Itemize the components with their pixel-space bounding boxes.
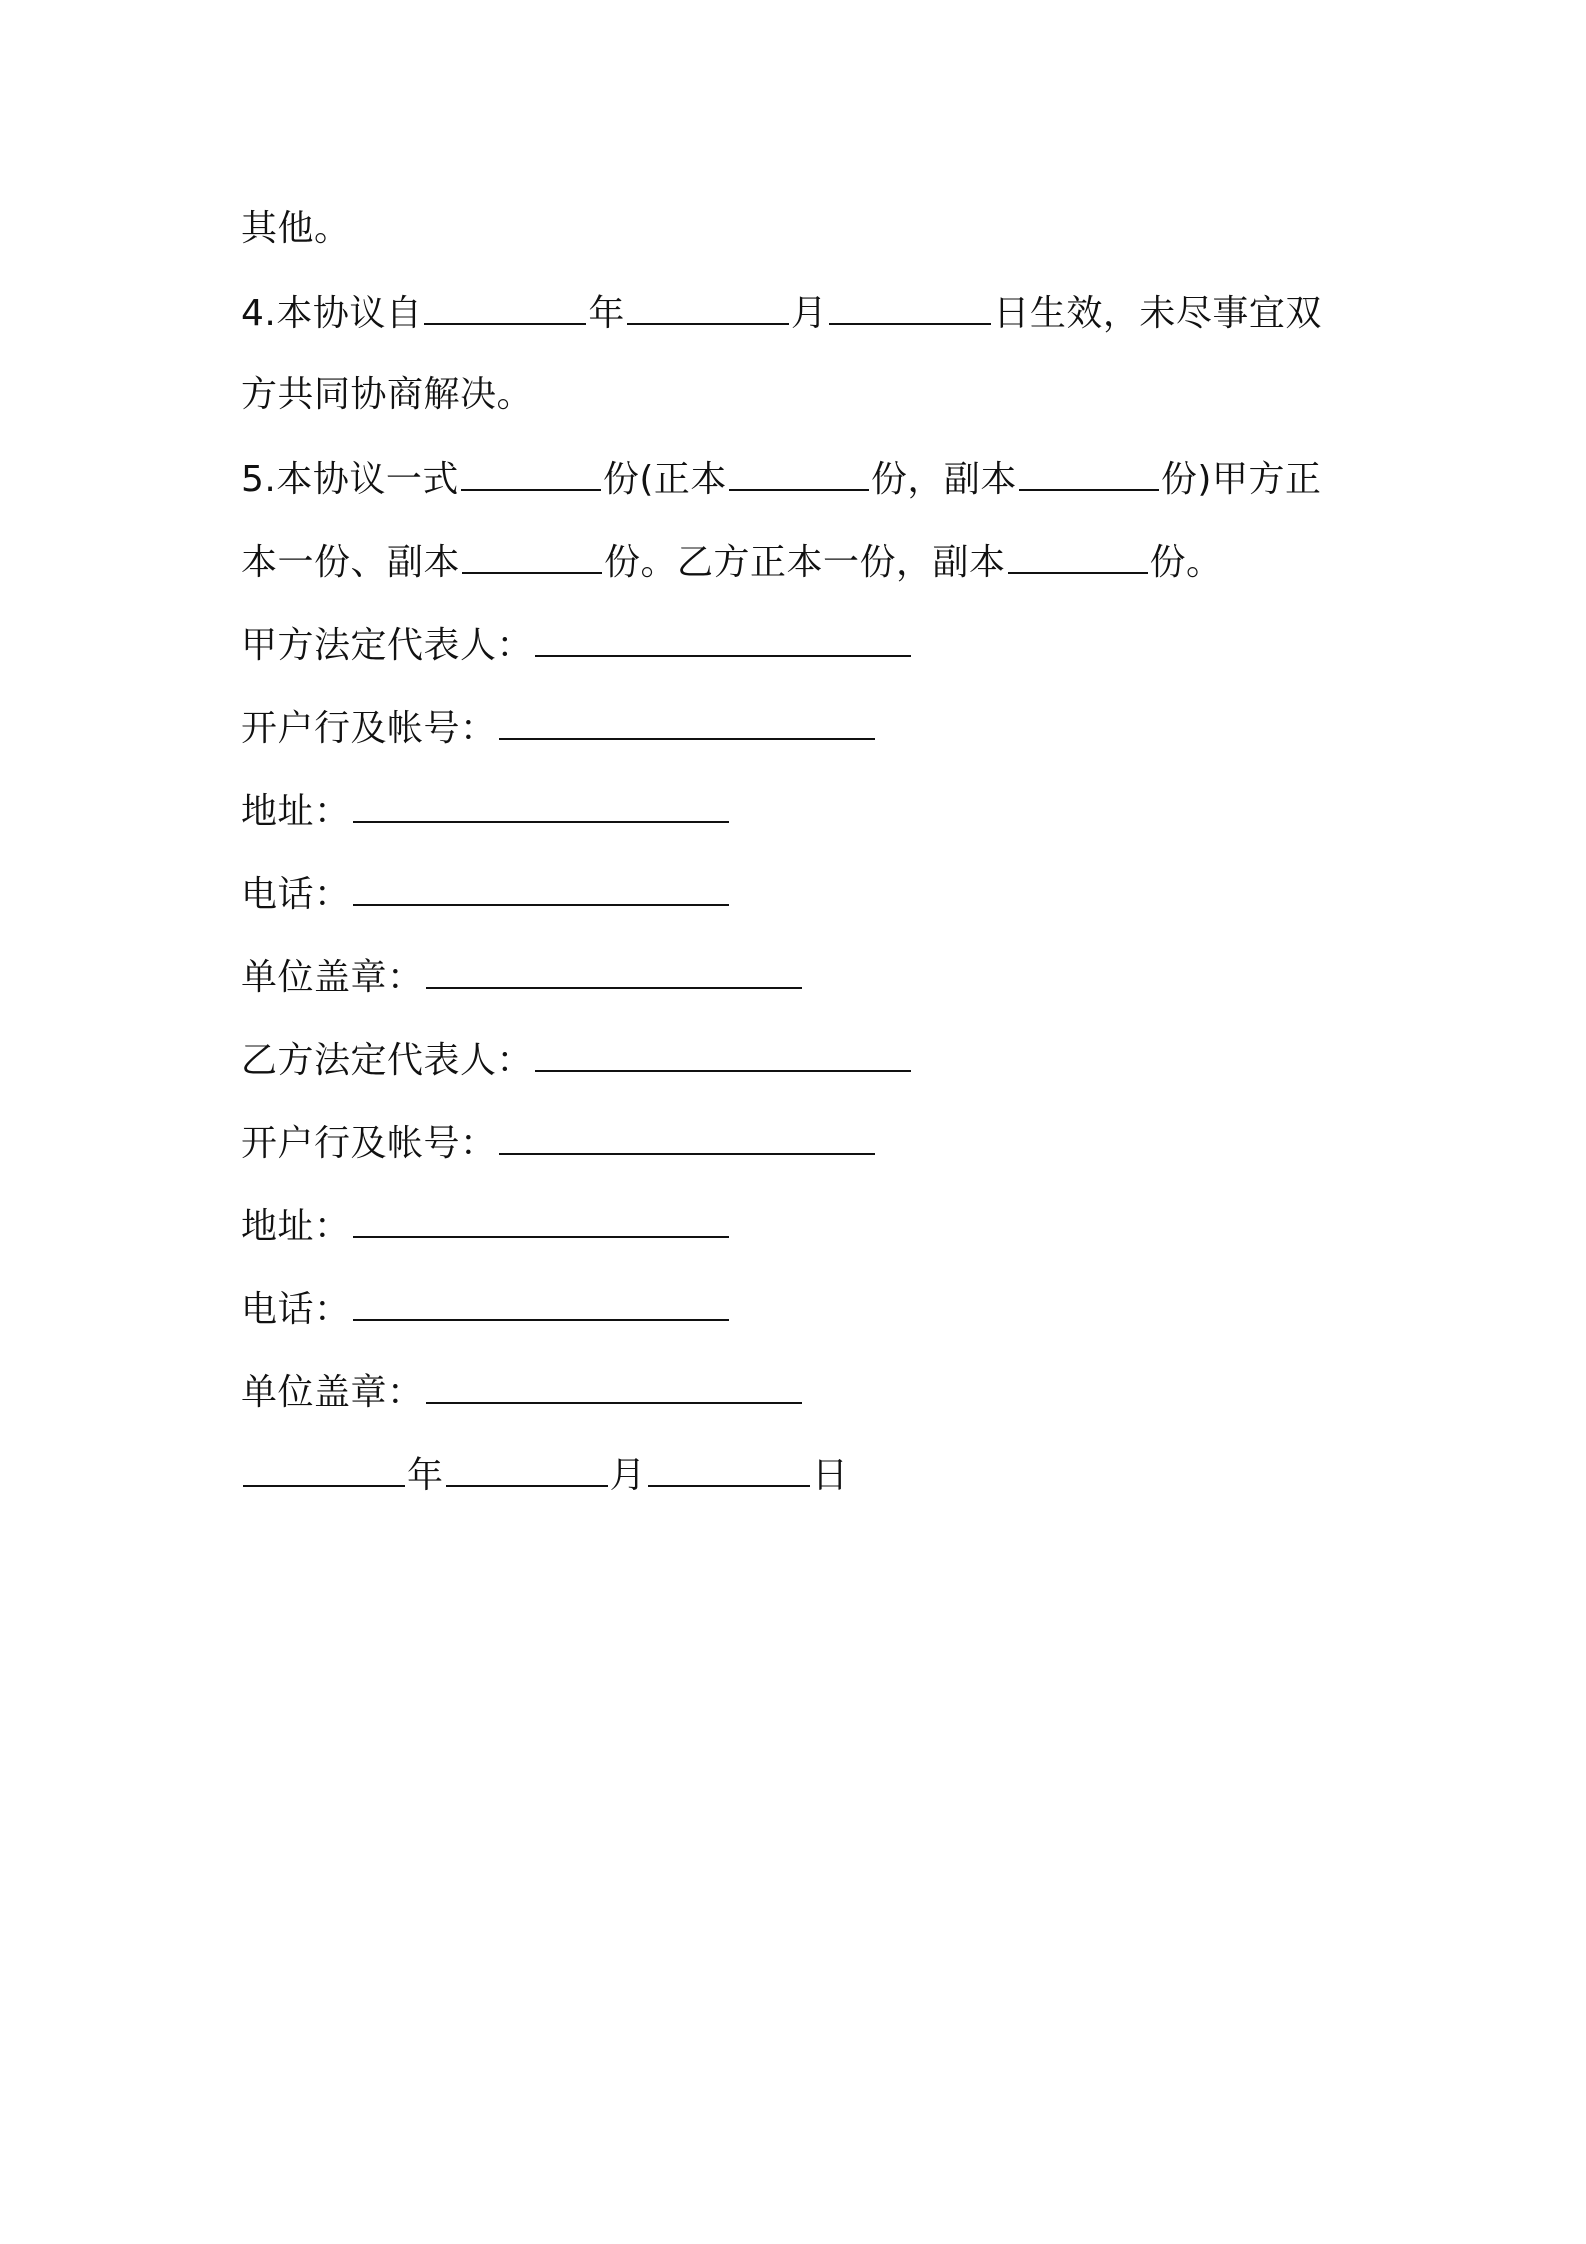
party-a-phone-field[interactable] (353, 860, 729, 906)
party-b-address: 地址： (241, 1192, 1351, 1275)
document-body (241, 196, 1351, 1524)
party-b-address-field[interactable] (353, 1192, 729, 1238)
clause-5-line2: 本一份、副本 份。乙方正本一份，副本 份。 (241, 528, 1351, 611)
day-blank[interactable] (829, 279, 991, 325)
party-b-phone: 电话： (241, 1275, 1351, 1358)
copies-duplicate-blank[interactable] (1019, 445, 1159, 491)
party-b-bank-account: 开户行及帐号： (241, 1109, 1351, 1192)
month-blank[interactable] (627, 279, 789, 325)
copies-total-blank[interactable] (461, 445, 601, 491)
party-b-legal-rep: 乙方法定代表人： (241, 1026, 1351, 1109)
clause-4-line2: 方共同协商解决。 (241, 374, 534, 415)
signing-day-blank[interactable] (648, 1441, 810, 1487)
party-b-legal-rep-field[interactable] (535, 1026, 911, 1072)
clause-5-line1: 5.本协议一式 份(正本 份，副本 份)甲方正 (241, 445, 1351, 528)
party-a-bank-account: 开户行及帐号： (241, 694, 1351, 777)
party-a-seal: 单位盖章： (241, 943, 1351, 1026)
party-a-phone: 电话： (241, 860, 1351, 943)
copies-original-blank[interactable] (729, 445, 869, 491)
signing-year-blank[interactable] (243, 1441, 405, 1487)
party-a-address: 地址： (241, 777, 1351, 860)
party-b-bank-account-field[interactable] (499, 1109, 875, 1155)
clause-4-line1: 4.本协议自 年 月 日生效，未尽事宜双 (241, 279, 1351, 362)
party-a-legal-rep-field[interactable] (535, 611, 911, 657)
paragraph-other: 其他。 (241, 208, 351, 249)
party-b-phone-field[interactable] (353, 1275, 729, 1321)
party-b-duplicate-blank[interactable] (1008, 528, 1148, 574)
party-b-seal: 单位盖章： (241, 1358, 1351, 1441)
party-a-bank-account-field[interactable] (499, 694, 875, 740)
signing-date: 年 月 日 (241, 1441, 1351, 1524)
party-b-seal-field[interactable] (426, 1358, 802, 1404)
year-blank[interactable] (424, 279, 586, 325)
party-a-seal-field[interactable] (426, 943, 802, 989)
party-a-duplicate-blank[interactable] (462, 528, 602, 574)
party-a-legal-rep: 甲方法定代表人： (241, 611, 1351, 694)
party-a-address-field[interactable] (353, 777, 729, 823)
signing-month-blank[interactable] (446, 1441, 608, 1487)
